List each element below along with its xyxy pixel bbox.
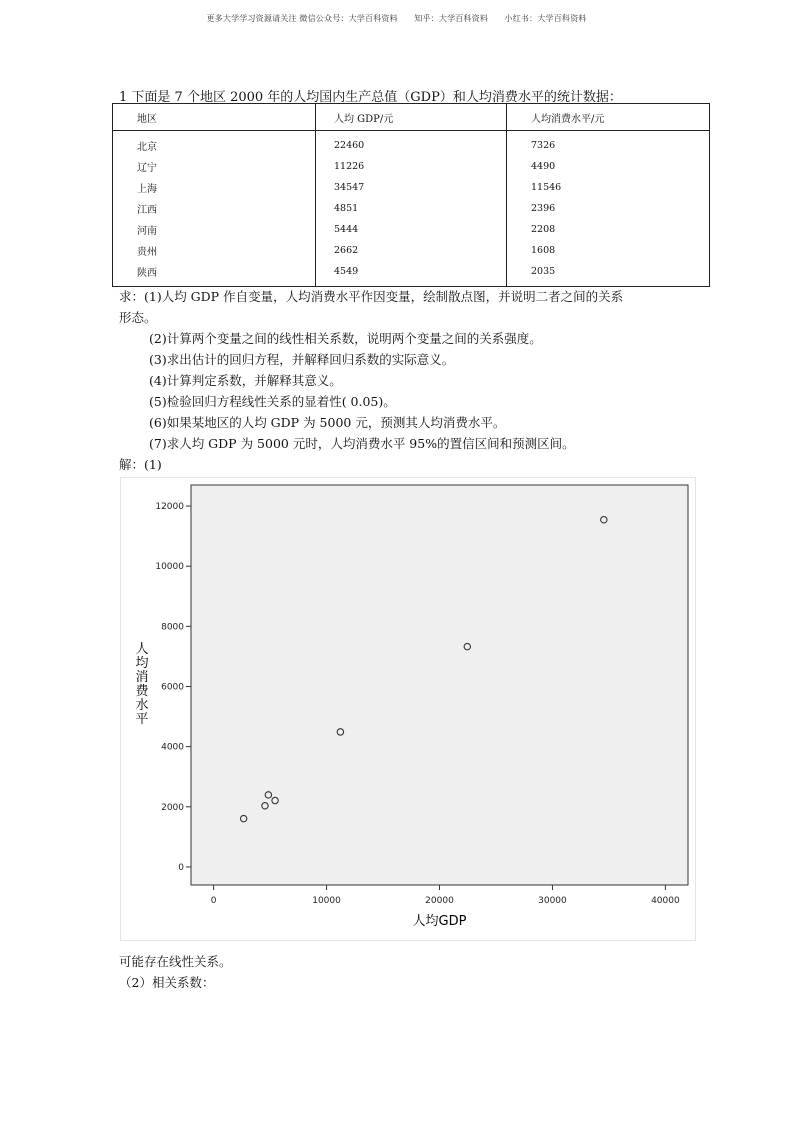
cell-gdp: 5444 (316, 219, 507, 240)
y-tick-label: 0 (178, 862, 184, 873)
question-3: (3)求出估计的回归方程，并解释回归系数的实际意义。 (149, 352, 455, 367)
cell-region: 陕西 (113, 261, 316, 287)
scatter-chart (120, 477, 696, 941)
y-axis-label-char: 水 (135, 698, 149, 713)
cell-region: 北京 (113, 131, 316, 157)
column-header-region: 地区 (113, 104, 316, 131)
scatter-chart-svg (120, 477, 696, 941)
y-axis-label (135, 642, 149, 727)
y-axis-label-char: 平 (135, 712, 149, 727)
question-1-line-2: 形态。 (119, 310, 157, 325)
cell-gdp: 22460 (316, 131, 507, 157)
cell-gdp: 4549 (316, 261, 507, 287)
x-tick-label: 20000 (425, 896, 454, 906)
cell-consumption: 4490 (507, 156, 710, 177)
table-row (113, 261, 710, 287)
column-header-consumption: 人均消费水平/元 (507, 104, 710, 131)
y-axis-label-char: 费 (135, 684, 149, 699)
table-row (113, 131, 710, 157)
solution-next-step: （2）相关系数： (119, 975, 215, 990)
table-row (113, 156, 710, 177)
cell-consumption: 2208 (507, 219, 710, 240)
question-4: (4)计算判定系数，并解释其意义。 (149, 373, 342, 388)
x-axis-label: 人均GDP (412, 914, 467, 929)
cell-region: 辽宁 (113, 156, 316, 177)
x-tick-label: 40000 (651, 896, 680, 906)
plot-area (191, 485, 688, 885)
cell-gdp: 11226 (316, 156, 507, 177)
cell-region: 上海 (113, 177, 316, 198)
table-row (113, 177, 710, 198)
cell-region: 河南 (113, 219, 316, 240)
x-tick-label: 30000 (538, 896, 567, 906)
table-row (113, 240, 710, 261)
cell-consumption: 11546 (507, 177, 710, 198)
cell-consumption: 7326 (507, 131, 710, 157)
y-tick-label: 6000 (161, 682, 184, 693)
question-6: (6)如果某地区的人均 GDP 为 5000 元，预测其人均消费水平。 (149, 415, 506, 430)
x-tick-label: 0 (210, 896, 217, 906)
question-7: (7)求人均 GDP 为 5000 元时，人均消费水平 95%的置信区间和预测区间。 (149, 436, 575, 451)
cell-gdp: 2662 (316, 240, 507, 261)
cell-consumption: 2035 (507, 261, 710, 287)
cell-gdp: 34547 (316, 177, 507, 198)
table-header-row (113, 104, 710, 131)
question-2: (2)计算两个变量之间的线性相关系数，说明两个变量之间的关系强度。 (149, 331, 542, 346)
page-header: 更多大学学习资源请关注 微信公众号：大学百科资料 知乎：大学百科资料 小红书：大学百科资料 (206, 14, 587, 23)
table-row (113, 198, 710, 219)
column-header-gdp: 人均 GDP/元 (316, 104, 507, 131)
y-axis-label-char: 消 (135, 670, 149, 685)
x-tick-label: 10000 (312, 896, 341, 906)
table-row (113, 219, 710, 240)
solution-conclusion: 可能存在线性关系。 (119, 954, 232, 969)
y-tick-label: 2000 (161, 802, 184, 813)
solution-label: 解：(1) (119, 457, 162, 472)
problem-title: 1 下面是 7 个地区 2000 年的人均国内生产总值（GDP）和人均消费水平的统计数据： (119, 90, 622, 105)
y-tick-label: 10000 (155, 562, 184, 573)
y-axis-label-char: 人 (135, 642, 149, 657)
question-1-line-1: 求：(1)人均 GDP 作自变量，人均消费水平作因变量，绘制散点图，并说明二者之间的关系 (119, 289, 624, 304)
cell-consumption: 2396 (507, 198, 710, 219)
cell-region: 贵州 (113, 240, 316, 261)
y-tick-label: 8000 (161, 622, 184, 633)
y-tick-label: 12000 (155, 502, 184, 513)
cell-consumption: 1608 (507, 240, 710, 261)
cell-region: 江西 (113, 198, 316, 219)
cell-gdp: 4851 (316, 198, 507, 219)
data-table (112, 103, 710, 287)
y-axis-label-char: 均 (135, 656, 149, 671)
y-tick-label: 4000 (161, 742, 184, 753)
question-5: (5)检验回归方程线性关系的显着性( 0.05)。 (149, 394, 396, 409)
